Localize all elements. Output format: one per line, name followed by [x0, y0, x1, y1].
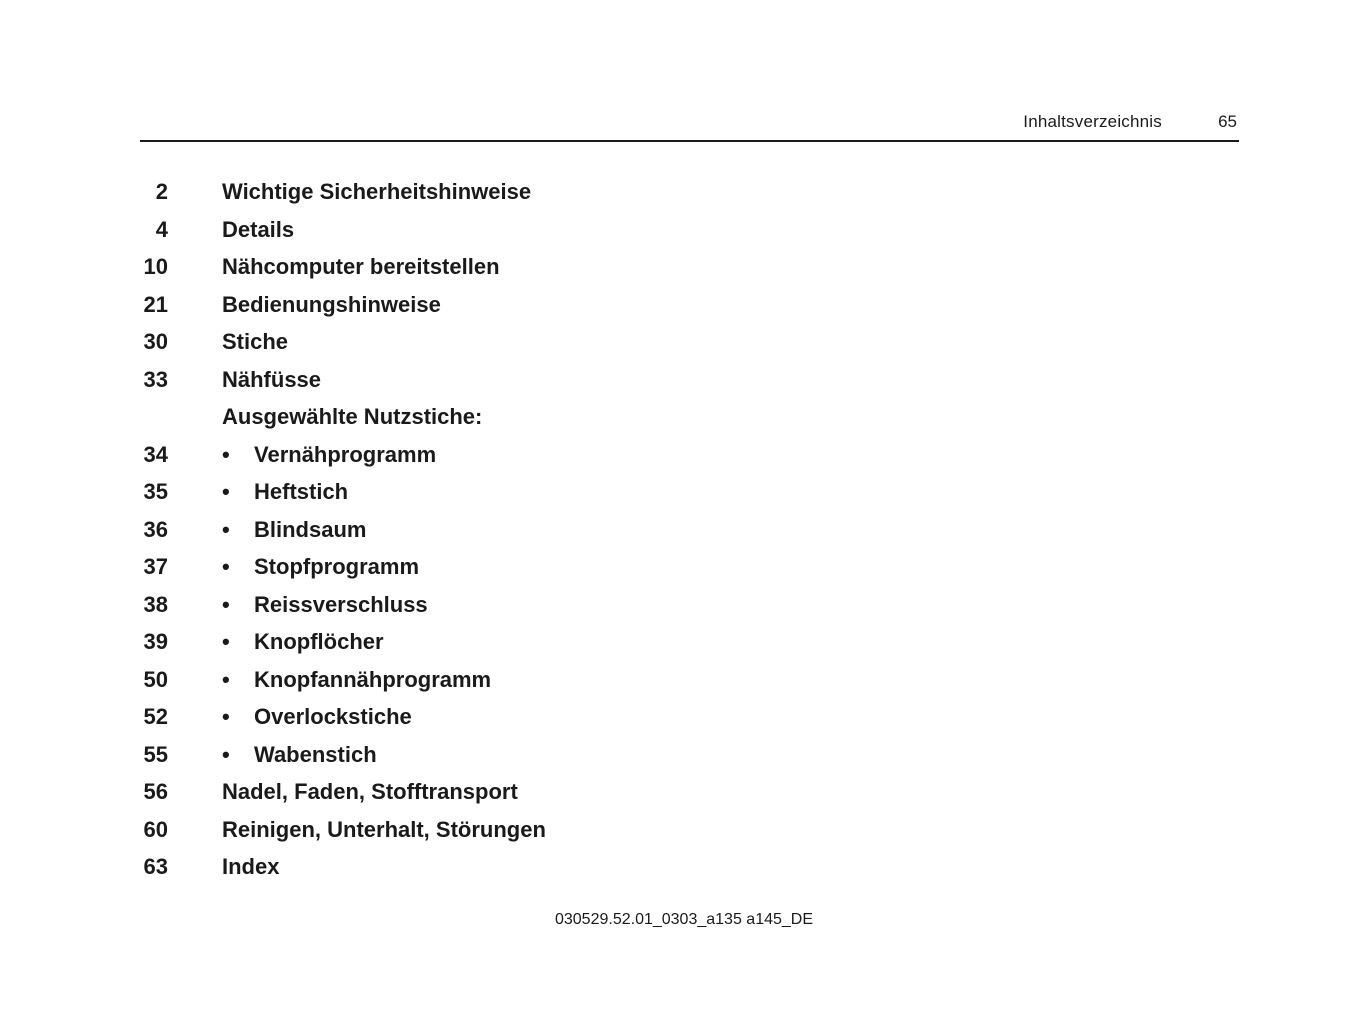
toc-page-number: 56	[143, 779, 168, 804]
bullet-icon: •	[222, 629, 230, 654]
toc-label: Knopfannähprogramm	[254, 666, 492, 692]
toc-entry[interactable]	[140, 511, 840, 549]
toc-page-number: 10	[143, 254, 168, 279]
toc-label: Wichtige Sicherheitshinweise	[222, 179, 532, 204]
toc-page-number: 39	[143, 629, 168, 654]
bullet-icon: •	[222, 591, 230, 617]
toc-entry[interactable]	[140, 736, 840, 774]
toc-entry[interactable]	[140, 698, 840, 736]
document-code: 030529.52.01_0303_a135 a145_DE	[554, 911, 814, 928]
toc-page-number: 35	[143, 479, 168, 504]
bullet-icon: •	[222, 666, 230, 692]
toc-page-number: 33	[143, 366, 168, 392]
toc-entry[interactable]	[140, 623, 840, 661]
toc-label: Nähfüsse	[222, 366, 322, 392]
toc-label: Ausgewählte Nutzstiche:	[222, 404, 483, 429]
toc-label: Nähcomputer bereitstellen	[222, 254, 500, 279]
toc-label: Stopfprogramm	[254, 554, 419, 579]
toc-page-number: 37	[143, 554, 168, 579]
toc-entry[interactable]	[140, 286, 840, 324]
toc-section-heading	[140, 398, 840, 436]
toc-label: Nadel, Faden, Stofftransport	[222, 779, 518, 804]
toc-page-number: 55	[143, 741, 168, 767]
toc-label: Reissverschluss	[254, 591, 428, 617]
toc-entry[interactable]	[140, 211, 840, 249]
toc-entry[interactable]	[140, 811, 840, 849]
toc-label: Index	[222, 854, 280, 879]
toc-label: Reinigen, Unterhalt, Störungen	[222, 816, 546, 842]
toc-entry[interactable]	[140, 586, 840, 624]
toc-entry[interactable]	[140, 248, 840, 286]
toc-page-number: 38	[143, 591, 168, 617]
toc-entry[interactable]	[140, 661, 840, 699]
toc-page-number: 60	[143, 816, 168, 842]
toc-page-number: 2	[155, 179, 168, 204]
toc-label: Blindsaum	[254, 516, 367, 542]
toc-label: Details	[222, 216, 295, 242]
toc-label: Vernähprogramm	[254, 441, 437, 467]
toc-entry[interactable]	[140, 361, 840, 399]
toc-entry[interactable]	[140, 173, 840, 211]
toc-entry[interactable]	[140, 773, 840, 811]
toc-page-number: 36	[143, 516, 168, 542]
toc-entry[interactable]	[140, 848, 840, 886]
toc-page-number: 30	[143, 329, 168, 354]
toc-page-number: 52	[143, 704, 168, 729]
toc-label: Stiche	[222, 329, 289, 354]
bullet-icon: •	[222, 554, 230, 579]
header-page-number: 65	[1218, 112, 1237, 131]
toc-label: Bedienungshinweise	[222, 291, 441, 317]
toc-label: Heftstich	[254, 479, 349, 504]
toc-page-number: 21	[143, 291, 168, 317]
bullet-icon: •	[222, 441, 230, 467]
bullet-icon: •	[222, 741, 230, 767]
page-header	[140, 110, 1239, 142]
bullet-icon: •	[222, 516, 230, 542]
toc-page-number: 4	[155, 216, 168, 242]
toc-label: Wabenstich	[254, 741, 377, 767]
toc-entry[interactable]	[140, 323, 840, 361]
toc-label: Knopflöcher	[254, 629, 384, 654]
bullet-icon: •	[222, 704, 230, 729]
toc-entry[interactable]	[140, 436, 840, 474]
toc-page-number: 34	[143, 441, 168, 467]
toc-label: Overlockstiche	[254, 704, 412, 729]
toc-entry[interactable]	[140, 473, 840, 511]
toc-page-number: 50	[143, 666, 168, 692]
toc-entry[interactable]	[140, 548, 840, 586]
table-of-contents	[140, 173, 840, 886]
page-footer	[0, 911, 1356, 929]
bullet-icon: •	[222, 479, 230, 504]
header-title: Inhaltsverzeichnis	[1023, 112, 1162, 131]
toc-page-number: 63	[143, 854, 168, 879]
